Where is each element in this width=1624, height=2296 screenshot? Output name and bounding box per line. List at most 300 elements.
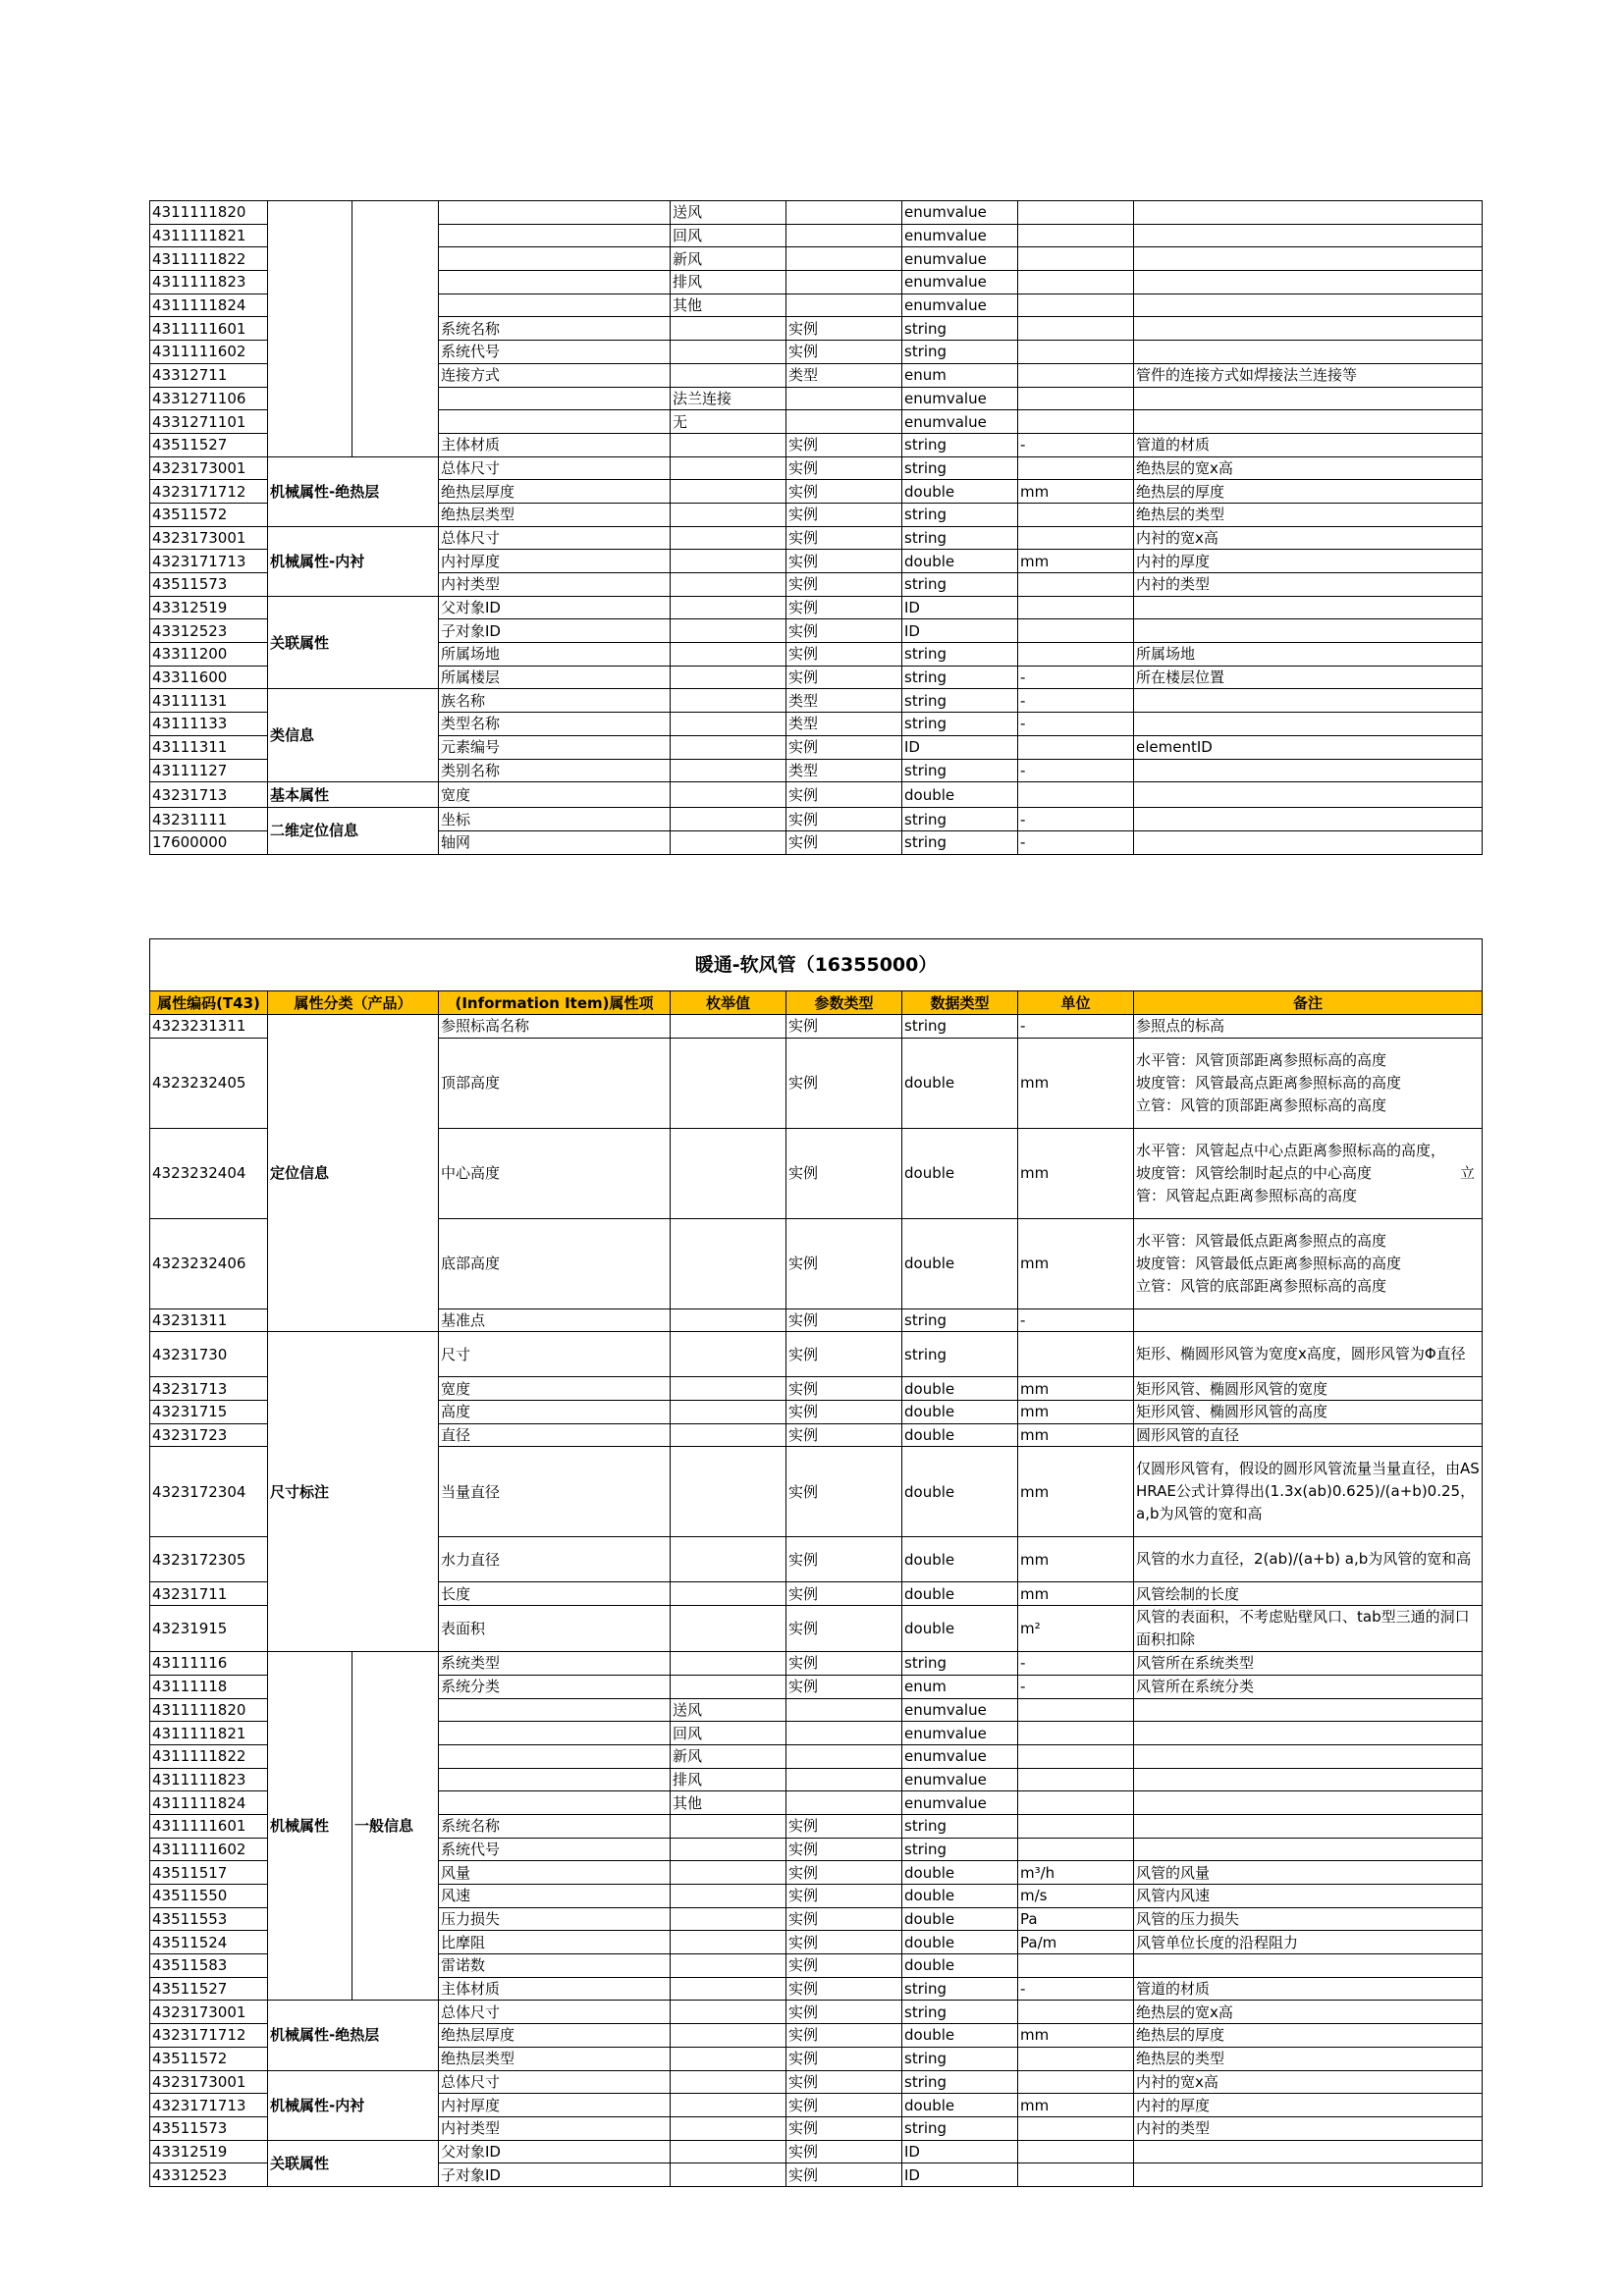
cell-enum <box>671 1838 786 1861</box>
cell-data-type: double <box>902 1931 1018 1954</box>
cell-unit: mm <box>1018 1401 1134 1424</box>
cell-code: 4323172304 <box>150 1447 268 1537</box>
cell-unit <box>1018 1768 1134 1791</box>
cell-unit: - <box>1018 1977 1134 2001</box>
cell-data-type: enumvalue <box>902 387 1018 410</box>
cell-param-type <box>786 247 902 271</box>
cell-item: 绝热层厚度 <box>439 480 671 504</box>
cell-unit <box>1018 1722 1134 1745</box>
cell-code: 43511553 <box>150 1907 268 1931</box>
cell-enum <box>671 2163 786 2187</box>
cell-enum <box>671 1218 786 1308</box>
cell-unit <box>1018 782 1134 808</box>
cell-item: 所属场地 <box>439 643 671 667</box>
cell-note: 风管所在系统类型 <box>1134 1652 1483 1676</box>
category-location: 定位信息 <box>268 1015 439 1332</box>
cell-enum <box>671 2116 786 2140</box>
cell-enum: 法兰连接 <box>671 387 786 410</box>
cell-data-type: enumvalue <box>902 271 1018 294</box>
cell-code: 4323232406 <box>150 1218 268 1308</box>
cell-unit <box>1018 2070 1134 2094</box>
cell-note <box>1134 1308 1483 1332</box>
cell-item <box>439 247 671 271</box>
cell-param-type: 实例 <box>786 1838 902 1861</box>
cell-data-type: ID <box>902 2140 1018 2163</box>
cell-enum <box>671 1582 786 1606</box>
cell-unit <box>1018 596 1134 619</box>
cell-category: 类信息 <box>268 689 439 782</box>
cell-item: 类型名称 <box>439 713 671 736</box>
cell-item <box>439 1722 671 1745</box>
cell-unit: m² <box>1018 1606 1134 1652</box>
cell-item: 水力直径 <box>439 1537 671 1582</box>
table-row <box>150 1652 1483 1676</box>
category-lining: 机械属性-内衬 <box>268 2070 439 2140</box>
cell-data-type: ID <box>902 596 1018 619</box>
cell-code: 43231713 <box>150 782 268 808</box>
cell-code: 4323171712 <box>150 480 268 504</box>
cell-data-type: enum <box>902 363 1018 387</box>
header-code: 属性编码(T43) <box>150 991 268 1015</box>
cell-code: 43511572 <box>150 2047 268 2070</box>
cell-note: 绝热层的宽x高 <box>1134 456 1483 480</box>
cell-unit <box>1018 2140 1134 2163</box>
cell-enum: 排风 <box>671 1768 786 1791</box>
cell-note <box>1134 713 1483 736</box>
cell-enum <box>671 573 786 597</box>
cell-data-type: double <box>902 1447 1018 1537</box>
cell-data-type: enumvalue <box>902 201 1018 225</box>
cell-data-type: double <box>902 782 1018 808</box>
cell-enum <box>671 480 786 504</box>
cell-note: 风管的风量 <box>1134 1861 1483 1885</box>
cell-code: 43231713 <box>150 1377 268 1401</box>
cell-unit: - <box>1018 1015 1134 1039</box>
cell-code: 43312523 <box>150 619 268 643</box>
cell-param-type: 实例 <box>786 1606 902 1652</box>
cell-data-type: enumvalue <box>902 1768 1018 1791</box>
cell-note <box>1134 1744 1483 1768</box>
cell-note <box>1134 410 1483 434</box>
cell-code: 43311600 <box>150 666 268 689</box>
cell-param-type: 实例 <box>786 1015 902 1039</box>
cell-code: 4331271101 <box>150 410 268 434</box>
cell-enum <box>671 2094 786 2117</box>
cell-param-type <box>786 1768 902 1791</box>
cell-data-type: string <box>902 689 1018 713</box>
cell-unit: - <box>1018 433 1134 456</box>
cell-code: 43511550 <box>150 1885 268 1908</box>
cell-unit <box>1018 2001 1134 2024</box>
property-table-soft-duct <box>149 938 1483 2187</box>
cell-enum <box>671 526 786 550</box>
cell-enum <box>671 1977 786 2001</box>
cell-data-type: double <box>902 1907 1018 1931</box>
cell-code: 4311111601 <box>150 317 268 341</box>
cell-param-type: 实例 <box>786 2116 902 2140</box>
cell-data-type: double <box>902 2094 1018 2117</box>
cell-param-type: 实例 <box>786 1128 902 1218</box>
cell-data-type: string <box>902 2116 1018 2140</box>
cell-param-type: 实例 <box>786 573 902 597</box>
cell-code: 4323173001 <box>150 456 268 480</box>
cell-item: 主体材质 <box>439 1977 671 2001</box>
cell-param-type: 实例 <box>786 808 902 831</box>
cell-param-type: 实例 <box>786 2140 902 2163</box>
cell-note <box>1134 317 1483 341</box>
cell-item: 当量直径 <box>439 1447 671 1537</box>
cell-param-type: 实例 <box>786 1652 902 1676</box>
table-row <box>150 689 1483 713</box>
cell-item: 直径 <box>439 1423 671 1447</box>
cell-enum <box>671 2024 786 2048</box>
cell-unit: mm <box>1018 1128 1134 1218</box>
cell-note <box>1134 201 1483 225</box>
cell-enum: 其他 <box>671 294 786 317</box>
cell-code: 4311111823 <box>150 271 268 294</box>
cell-data-type: string <box>902 1814 1018 1838</box>
section-title: 暖通-软风管（16355000） <box>150 939 1483 991</box>
cell-unit <box>1018 573 1134 597</box>
cell-unit <box>1018 503 1134 526</box>
cell-param-type: 实例 <box>786 1537 902 1582</box>
cell-data-type: double <box>902 1606 1018 1652</box>
cell-enum: 送风 <box>671 1698 786 1722</box>
cell-data-type: string <box>902 643 1018 667</box>
cell-note: 参照点的标高 <box>1134 1015 1483 1039</box>
cell-data-type: string <box>902 526 1018 550</box>
cell-item: 底部高度 <box>439 1218 671 1308</box>
cell-data-type: ID <box>902 619 1018 643</box>
cell-code: 43312523 <box>150 2163 268 2187</box>
cell-data-type: string <box>902 1652 1018 1676</box>
cell-unit <box>1018 643 1134 667</box>
cell-item: 宽度 <box>439 782 671 808</box>
cell-unit <box>1018 317 1134 341</box>
cell-param-type: 类型 <box>786 713 902 736</box>
cell-code: 43111311 <box>150 735 268 759</box>
cell-item: 系统名称 <box>439 1814 671 1838</box>
cell-param-type: 实例 <box>786 1218 902 1308</box>
table-row <box>150 526 1483 550</box>
cell-data-type: enumvalue <box>902 1744 1018 1768</box>
cell-code: 43511572 <box>150 503 268 526</box>
cell-note: 绝热层的类型 <box>1134 503 1483 526</box>
cell-param-type: 实例 <box>786 2047 902 2070</box>
cell-category: 关联属性 <box>268 596 439 689</box>
cell-enum <box>671 689 786 713</box>
cell-unit: mm <box>1018 1218 1134 1308</box>
cell-unit <box>1018 2116 1134 2140</box>
cell-enum <box>671 1128 786 1218</box>
cell-item: 主体材质 <box>439 433 671 456</box>
cell-note: 绝热层的厚度 <box>1134 2024 1483 2048</box>
cell-unit <box>1018 363 1134 387</box>
cell-param-type: 实例 <box>786 317 902 341</box>
cell-item: 内衬类型 <box>439 2116 671 2140</box>
cell-enum <box>671 433 786 456</box>
cell-data-type: double <box>902 1401 1018 1424</box>
cell-param-type: 实例 <box>786 1423 902 1447</box>
cell-item <box>439 1744 671 1768</box>
cell-enum <box>671 1954 786 1978</box>
cell-category: 二维定位信息 <box>268 808 439 854</box>
cell-param-type <box>786 294 902 317</box>
header-data-type: 数据类型 <box>902 991 1018 1015</box>
cell-note: 风管单位长度的沿程阻力 <box>1134 1931 1483 1954</box>
cell-unit <box>1018 735 1134 759</box>
cell-param-type: 实例 <box>786 1377 902 1401</box>
cell-data-type: string <box>902 666 1018 689</box>
cell-data-type: string <box>902 2047 1018 2070</box>
cell-unit <box>1018 619 1134 643</box>
cell-param-type <box>786 224 902 247</box>
cell-enum <box>671 1447 786 1537</box>
table-row <box>150 2001 1483 2024</box>
cell-code: 4311111821 <box>150 224 268 247</box>
cell-enum <box>671 596 786 619</box>
cell-item: 绝热层类型 <box>439 2047 671 2070</box>
cell-param-type: 实例 <box>786 1977 902 2001</box>
cell-code: 43231311 <box>150 1308 268 1332</box>
cell-param-type: 实例 <box>786 1582 902 1606</box>
cell-data-type: enumvalue <box>902 294 1018 317</box>
cell-param-type: 实例 <box>786 830 902 854</box>
cell-data-type: double <box>902 1582 1018 1606</box>
cell-enum: 新风 <box>671 247 786 271</box>
cell-enum <box>671 1332 786 1377</box>
cell-code: 43511573 <box>150 2116 268 2140</box>
cell-param-type <box>786 1744 902 1768</box>
cell-data-type: enumvalue <box>902 1698 1018 1722</box>
cell-note: 内衬的厚度 <box>1134 550 1483 573</box>
cell-item: 内衬类型 <box>439 573 671 597</box>
cell-param-type: 实例 <box>786 341 902 364</box>
cell-unit: mm <box>1018 1537 1134 1582</box>
cell-param-type: 实例 <box>786 2001 902 2024</box>
cell-note: 内衬的类型 <box>1134 2116 1483 2140</box>
header-row <box>150 991 1483 1015</box>
cell-item: 比摩阻 <box>439 1931 671 1954</box>
cell-note <box>1134 1698 1483 1722</box>
cell-data-type: string <box>902 341 1018 364</box>
cell-note: 绝热层的类型 <box>1134 2047 1483 2070</box>
cell-code: 43511527 <box>150 433 268 456</box>
category-insulation: 机械属性-绝热层 <box>268 2001 439 2070</box>
cell-param-type: 实例 <box>786 643 902 667</box>
cell-code: 17600000 <box>150 830 268 854</box>
cell-enum <box>671 1652 786 1676</box>
cell-enum <box>671 759 786 782</box>
category-general: 一般信息 <box>352 1652 439 2001</box>
cell-data-type: string <box>902 808 1018 831</box>
cell-code: 43231711 <box>150 1582 268 1606</box>
cell-note: 风管的水力直径，2(ab)/(a+b) a,b为风管的宽和高 <box>1134 1537 1483 1582</box>
cell-item: 系统代号 <box>439 1838 671 1861</box>
cell-unit <box>1018 271 1134 294</box>
cell-code: 4323171713 <box>150 550 268 573</box>
cell-code: 43111127 <box>150 759 268 782</box>
cell-data-type: double <box>902 1377 1018 1401</box>
cell-code: 43312519 <box>150 2140 268 2163</box>
cell-code: 43111133 <box>150 713 268 736</box>
cell-code: 4323171712 <box>150 2024 268 2048</box>
header-note: 备注 <box>1134 991 1483 1015</box>
cell-param-type: 类型 <box>786 363 902 387</box>
cell-param-type: 实例 <box>786 1675 902 1698</box>
cell-data-type: string <box>902 713 1018 736</box>
cell-item: 尺寸 <box>439 1332 671 1377</box>
cell-code: 4323232404 <box>150 1128 268 1218</box>
cell-data-type: ID <box>902 2163 1018 2187</box>
cell-item: 风量 <box>439 1861 671 1885</box>
cell-code: 43111116 <box>150 1652 268 1676</box>
cell-data-type: double <box>902 1537 1018 1582</box>
cell-param-type: 实例 <box>786 433 902 456</box>
cell-enum <box>671 550 786 573</box>
cell-code: 4311111821 <box>150 1722 268 1745</box>
cell-param-type: 实例 <box>786 2024 902 2048</box>
cell-data-type: enumvalue <box>902 224 1018 247</box>
table-row <box>150 1332 1483 1377</box>
cell-item <box>439 294 671 317</box>
cell-unit: mm <box>1018 1447 1134 1537</box>
cell-code: 4311111824 <box>150 294 268 317</box>
cell-code: 43511527 <box>150 1977 268 2001</box>
cell-enum <box>671 643 786 667</box>
cell-note: 矩形、椭圆形风管为宽度x高度，圆形风管为Φ直径 <box>1134 1332 1483 1377</box>
cell-code: 4323172305 <box>150 1537 268 1582</box>
cell-item <box>439 201 671 225</box>
cell-unit <box>1018 341 1134 364</box>
cell-item: 总体尺寸 <box>439 526 671 550</box>
cell-note <box>1134 619 1483 643</box>
cell-note <box>1134 808 1483 831</box>
cell-enum <box>671 503 786 526</box>
cell-enum <box>671 2070 786 2094</box>
cell-data-type: string <box>902 830 1018 854</box>
cell-data-type: enumvalue <box>902 410 1018 434</box>
cell-code: 4311111602 <box>150 1838 268 1861</box>
cell-code: 43231915 <box>150 1606 268 1652</box>
cell-code: 4323232405 <box>150 1038 268 1128</box>
cell-enum <box>671 2001 786 2024</box>
cell-item <box>439 1698 671 1722</box>
cell-note <box>1134 247 1483 271</box>
table-row <box>150 2070 1483 2094</box>
cell-note <box>1134 294 1483 317</box>
cell-code: 4323173001 <box>150 2001 268 2024</box>
cell-unit <box>1018 247 1134 271</box>
cell-code: 43111131 <box>150 689 268 713</box>
cell-unit: - <box>1018 759 1134 782</box>
cell-param-type: 实例 <box>786 1954 902 1978</box>
cell-unit <box>1018 294 1134 317</box>
cell-note <box>1134 759 1483 782</box>
cell-note <box>1134 782 1483 808</box>
cell-data-type: enumvalue <box>902 1722 1018 1745</box>
cell-param-type: 实例 <box>786 503 902 526</box>
cell-code: 4311111602 <box>150 341 268 364</box>
cell-unit: - <box>1018 1308 1134 1332</box>
cell-unit: - <box>1018 830 1134 854</box>
cell-param-type <box>786 387 902 410</box>
cell-enum <box>671 1885 786 1908</box>
cell-param-type: 实例 <box>786 1885 902 1908</box>
cell-item: 父对象ID <box>439 596 671 619</box>
cell-item: 类别名称 <box>439 759 671 782</box>
cell-enum <box>671 456 786 480</box>
cell-note: 内衬的类型 <box>1134 573 1483 597</box>
cell-note <box>1134 2163 1483 2187</box>
cell-item <box>439 1791 671 1815</box>
cell-param-type: 实例 <box>786 550 902 573</box>
cell-note: 风管的表面积，不考虑贴壁风口、tab型三通的洞口面积扣除 <box>1134 1606 1483 1652</box>
cell-param-type <box>786 1791 902 1815</box>
cell-note: 内衬的厚度 <box>1134 2094 1483 2117</box>
cell-item: 总体尺寸 <box>439 2001 671 2024</box>
cell-enum <box>671 341 786 364</box>
cell-item: 基准点 <box>439 1308 671 1332</box>
cell-note: 管件的连接方式如焊接法兰连接等 <box>1134 363 1483 387</box>
cell-unit: - <box>1018 666 1134 689</box>
cell-note: 绝热层的宽x高 <box>1134 2001 1483 2024</box>
cell-item <box>439 387 671 410</box>
cell-enum <box>671 713 786 736</box>
header-enum: 枚举值 <box>671 991 786 1015</box>
cell-item <box>439 1768 671 1791</box>
cell-code: 4331271106 <box>150 387 268 410</box>
cell-data-type: string <box>902 1308 1018 1332</box>
cell-item: 元素编号 <box>439 735 671 759</box>
cell-item: 内衬厚度 <box>439 2094 671 2117</box>
cell-unit: m/s <box>1018 1885 1134 1908</box>
cell-param-type: 实例 <box>786 1401 902 1424</box>
cell-item: 总体尺寸 <box>439 456 671 480</box>
cell-data-type: double <box>902 1885 1018 1908</box>
cell-param-type <box>786 410 902 434</box>
cell-enum <box>671 1308 786 1332</box>
cell-data-type: string <box>902 456 1018 480</box>
cell-data-type: double <box>902 2024 1018 2048</box>
cell-note: 矩形风管、椭圆形风管的宽度 <box>1134 1377 1483 1401</box>
cell-unit: mm <box>1018 480 1134 504</box>
cell-enum <box>671 830 786 854</box>
cell-param-type: 实例 <box>786 666 902 689</box>
cell-data-type: string <box>902 1332 1018 1377</box>
cell-unit: - <box>1018 1675 1134 1698</box>
cell-item: 系统名称 <box>439 317 671 341</box>
cell-note: 风管所在系统分类 <box>1134 1675 1483 1698</box>
cell-unit <box>1018 1744 1134 1768</box>
cell-subcategory <box>352 201 439 457</box>
cell-note <box>1134 1954 1483 1978</box>
cell-item: 系统代号 <box>439 341 671 364</box>
cell-item: 总体尺寸 <box>439 2070 671 2094</box>
cell-unit <box>1018 1698 1134 1722</box>
cell-note: 所属场地 <box>1134 643 1483 667</box>
cell-code: 4311111823 <box>150 1768 268 1791</box>
cell-item: 宽度 <box>439 1377 671 1401</box>
cell-item: 风速 <box>439 1885 671 1908</box>
cell-unit: mm <box>1018 1582 1134 1606</box>
category-mechanical: 机械属性 <box>268 1652 352 2001</box>
cell-enum <box>671 1931 786 1954</box>
cell-unit: - <box>1018 689 1134 713</box>
cell-category: 机械属性-绝热层 <box>268 456 439 526</box>
cell-note: 水平管：风管顶部距离参照标高的高度 坡度管：风管最高点距离参照标高的高度 立管：风管的顶部距离参照标高的高度 <box>1134 1038 1483 1128</box>
cell-code: 4323231311 <box>150 1015 268 1039</box>
